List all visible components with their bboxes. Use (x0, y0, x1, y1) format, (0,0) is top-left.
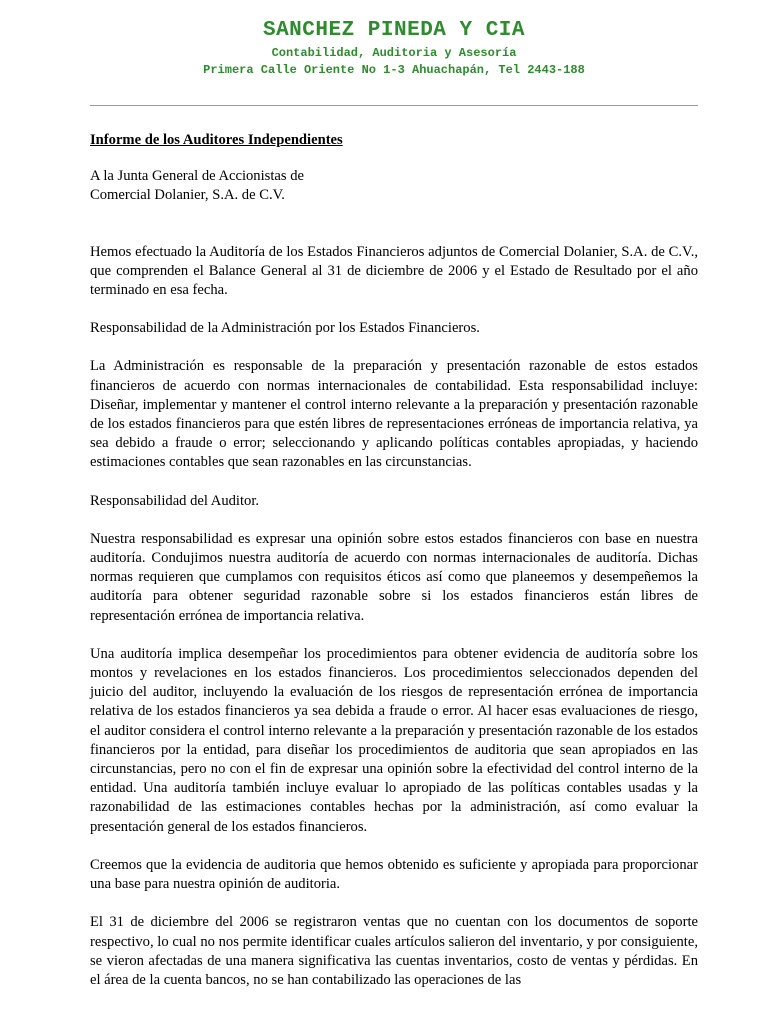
paragraph-audit-evidence: Creemos que la evidencia de auditoria que hemos obtenido es suficiente y apropiada para proporcionar una base para nuestra opinión de auditoria. (90, 856, 698, 893)
heading-management-responsibility: Responsabilidad de la Administración por los Estados Financieros. (90, 320, 480, 337)
report-body (90, 131, 698, 1009)
addressee-block (90, 167, 698, 205)
paragraph-audit-procedures: Una auditoría implica desempeñar los procedimientos para obtener evidencia de auditoría sobre los montos y revelaciones en los estados financieros. Los procedimientos seleccionados dependen del juicio del auditor, incluyendo la evaluación de los riesgos de representación errónea de importancia relativa de los estados financieros ya sea debida a fraude o error. Al hacer esas evaluaciones de riesgo, el auditor considera el control interno relevante a la preparación y presentación razonable de los estados financieros por la entidad, para diseñar los procedimientos de auditoria que sean apropiados en las circunstancias, pero no con el fin de expresar una opinión sobre la efectividad del control interno de la entidad. Una auditoría también incluye evaluar lo apropiado de las políticas contables usadas y la razonabilidad de las estimaciones contables hechas por la administración, así como evaluar la presentación general de los estados financieros. (90, 645, 698, 835)
heading-auditor-responsibility: Responsabilidad del Auditor. (90, 492, 260, 509)
paragraph-management-responsibility: La Administración es responsable de la preparación y presentación razonable de estos estados financieros de acuerdo con normas internacionales de contabilidad. Esta responsabilidad incluye: Diseñar, implementar y mantener el control interno relevante a la preparación y presentación razonable de los estados financieros para que estén libres de representaciones erróneas de importancia relativa, ya sea debido a fraude o error; seleccionando y aplicando políticas contables apropiadas, y haciendo estimaciones contables que sean razonables en las circunstancias. (90, 358, 698, 471)
addressee-line: Comercial Dolanier, S.A. de C.V. (90, 187, 285, 204)
firm-address: Primera Calle Oriente No 1-3 Ahuachapán, Tel 2443-188 (203, 63, 585, 77)
letterhead (90, 18, 698, 79)
addressee-line: A la Junta General de Accionistas de (90, 168, 304, 185)
firm-name: SANCHEZ PINEDA Y CIA (262, 19, 526, 42)
paragraph-qualification: El 31 de diciembre del 2006 se registraron ventas que no cuentan con los documentos de soporte respectivo, lo cual no nos permite identificar cuales artículos salieron del inventario, y por consiguiente, se vieron afectadas de una manera significativa las cuentas inventarios, costo de ventas y pérdidas. En el área de la cuenta bancos, no se han contabilizado las operaciones de las (90, 914, 698, 988)
firm-services: Contabilidad, Auditoria y Asesoría (271, 46, 517, 60)
paragraph-scope: Hemos efectuado la Auditoría de los Estados Financieros adjuntos de Comercial Dolanier, S.A. de C.V., que comprenden el Balance General al 31 de diciembre de 2006 y el Estado de Resultado por el año terminado en esa fecha. (90, 243, 698, 299)
report-title: Informe de los Auditores Independientes (90, 132, 343, 148)
letterhead-divider (90, 105, 698, 106)
paragraph-auditor-responsibility: Nuestra responsabilidad es expresar una opinión sobre estos estados financieros con base en nuestra auditoría. Condujimos nuestra auditoría de acuerdo con normas internacionales de auditoría. Dichas normas requieren que cumplamos con requisitos éticos así como que planeemos y desempeñemos la auditoría para obtener seguridad razonable sobre si los estados financieros están libres de representación errónea de importancia relativa. (90, 530, 698, 624)
